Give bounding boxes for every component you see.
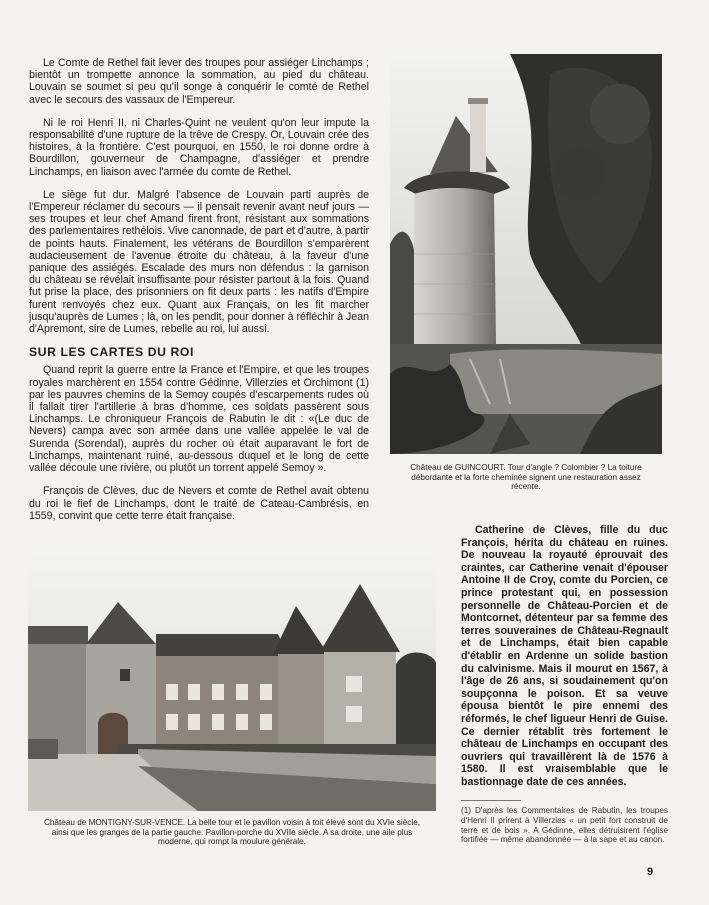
paragraph: Le siège fut dur. Malgré l'absence de Louvain parti auprès de l'Empereur réclamer du secours — il pensait revenir avant neuf jours — ses troupes et leur chef Amand firent front, résistant aux sommations des parlementaires rethélois. Vive canonnade, de part et d'autre, à partir de points hauts. Finalement, les vétérans de Bourdillon s'emparèrent audacieusement de l'avenue étroite du château, à la faveur d'une panique des assiégés. Escalade des murs non défendus : la garnison du château se révélait insuffisante pour résister partout à la fois. Quand fut prise la place, des prisonniers on fit deux parts : les natifs d'Empire furent renvoyés chez eux. Quant aux Français, on les fit marcher jusqu'auprès de Lumes ; là, on les pendit, pour donner à réfléchir à Jean d'Apremont, sire de Lumes, rebelle au roi, lui aussi. <box>29 188 369 336</box>
montigny-chateau-photo <box>28 544 436 811</box>
guincourt-tower-photo <box>390 54 662 454</box>
paragraph: Quand reprit la guerre entre la France et l'Empire, et que les troupes royales marchèrent en 1554 contre Gédinne, Villerzies et Orchimont (1) par les pauvres chemins de la Semoy coupés d'escarpements rudes où il fallait tirer l'artillerie à bras d'homme, ces soldats passèrent sous Linchamps. Le chroniqueur François de Rabutin le dit : «(Le duc de Nevers) campa avec son armée dans une vallée appelée le val de Surenda (Sorendal), auprès du rocher où était auparavant le fort de Linchamps, maintenant ruiné, au-dessous duquel et le long de cette vallée découle une rivière, ou plutôt un torrent appelé Semoy ». <box>29 364 369 475</box>
montigny-caption: Château de MONTIGNY-SUR-VENCE. La belle tour et le pavillon voisin à toit élevé sont du XVIe siècle, ainsi que les granges de la partie gauche. Pavillon-porche du XVIIe siècle. A sa droite, une aile plus moderne, qui rompt la moulure générale. <box>43 818 421 847</box>
paragraph: Catherine de Clèves, fille du duc François, hérita du château en ruines. De nouveau la royauté éprouvait des craintes, car Catherine venait d'épouser Antoine II de Croy, comte du Porcien, ce prince protestant qui, en possession personnelle de Château-Porcien et de Montcornet, détenteur par sa femme des terres souveraines de Château-Regnault et de Linchamps, était bien capable d'établir en Ardenne un solide bastion du calvinisme. Mais il mourut en 1567, à l'âge de 26 ans, si soudainement qu'on soupçonna le poison. Et sa veuve épousa bientôt le pire ennemi des réformés, le chef ligueur Henri de Guise. Ce dernier rétablit très fortement le château de Linchamps en occupant des ouvriers qui travaillèrent là de 1576 à 1580. Il est vraisemblable que le bastionnage date de ces années. <box>461 524 668 788</box>
footnote: (1) D'après les Commentaires de Rabutin, les troupes d'Henri II prirent à Villerzies « un petit fort construit de terre et de bois ». A Gédinne, elles détruisirent l'église fortifiée — même abandonnée — à la sape et au canon. <box>461 806 668 845</box>
page-number: 9 <box>647 866 654 878</box>
section-heading: SUR LES CARTES DU ROI <box>29 345 194 360</box>
guincourt-caption: Château de GUINCOURT. Tour d'angle ? Colombier ? La toiture débordante et la forte cheminée signent une restauration assez récente. <box>410 463 642 492</box>
paragraph: Le Comte de Rethel fait lever des troupes pour assiéger Linchamps ; bientôt un trompette annonce la sommation, au pied du château. Louvain se soumet si peu qu'il songe à conquérir le comté de Rethel avec le secours des vassaux de l'Empereur. <box>29 57 369 106</box>
right-text-column <box>461 524 668 799</box>
paragraph: François de Clèves, duc de Nevers et comte de Rethel avait obtenu du roi le fief de Linchamps, dont le traité de Cateau-Cambrésis, en 1559, convint que cette terre était française. <box>29 485 369 522</box>
paragraph: Ni le roi Henri II, ni Charles-Quint ne veulent qu'on leur impute la responsabilité d'une rupture de la trêve de Crespy. Or, Louvain crée des histoires, à la frontière. C'est pourquoi, en 1550, le roi donne ordre à Bourdillon, gouverneur de Champagne, d'assiéger et prendre Linchamps, en liaison avec l'armée du comte de Rethel. <box>29 116 369 178</box>
left-text-column <box>29 57 369 533</box>
